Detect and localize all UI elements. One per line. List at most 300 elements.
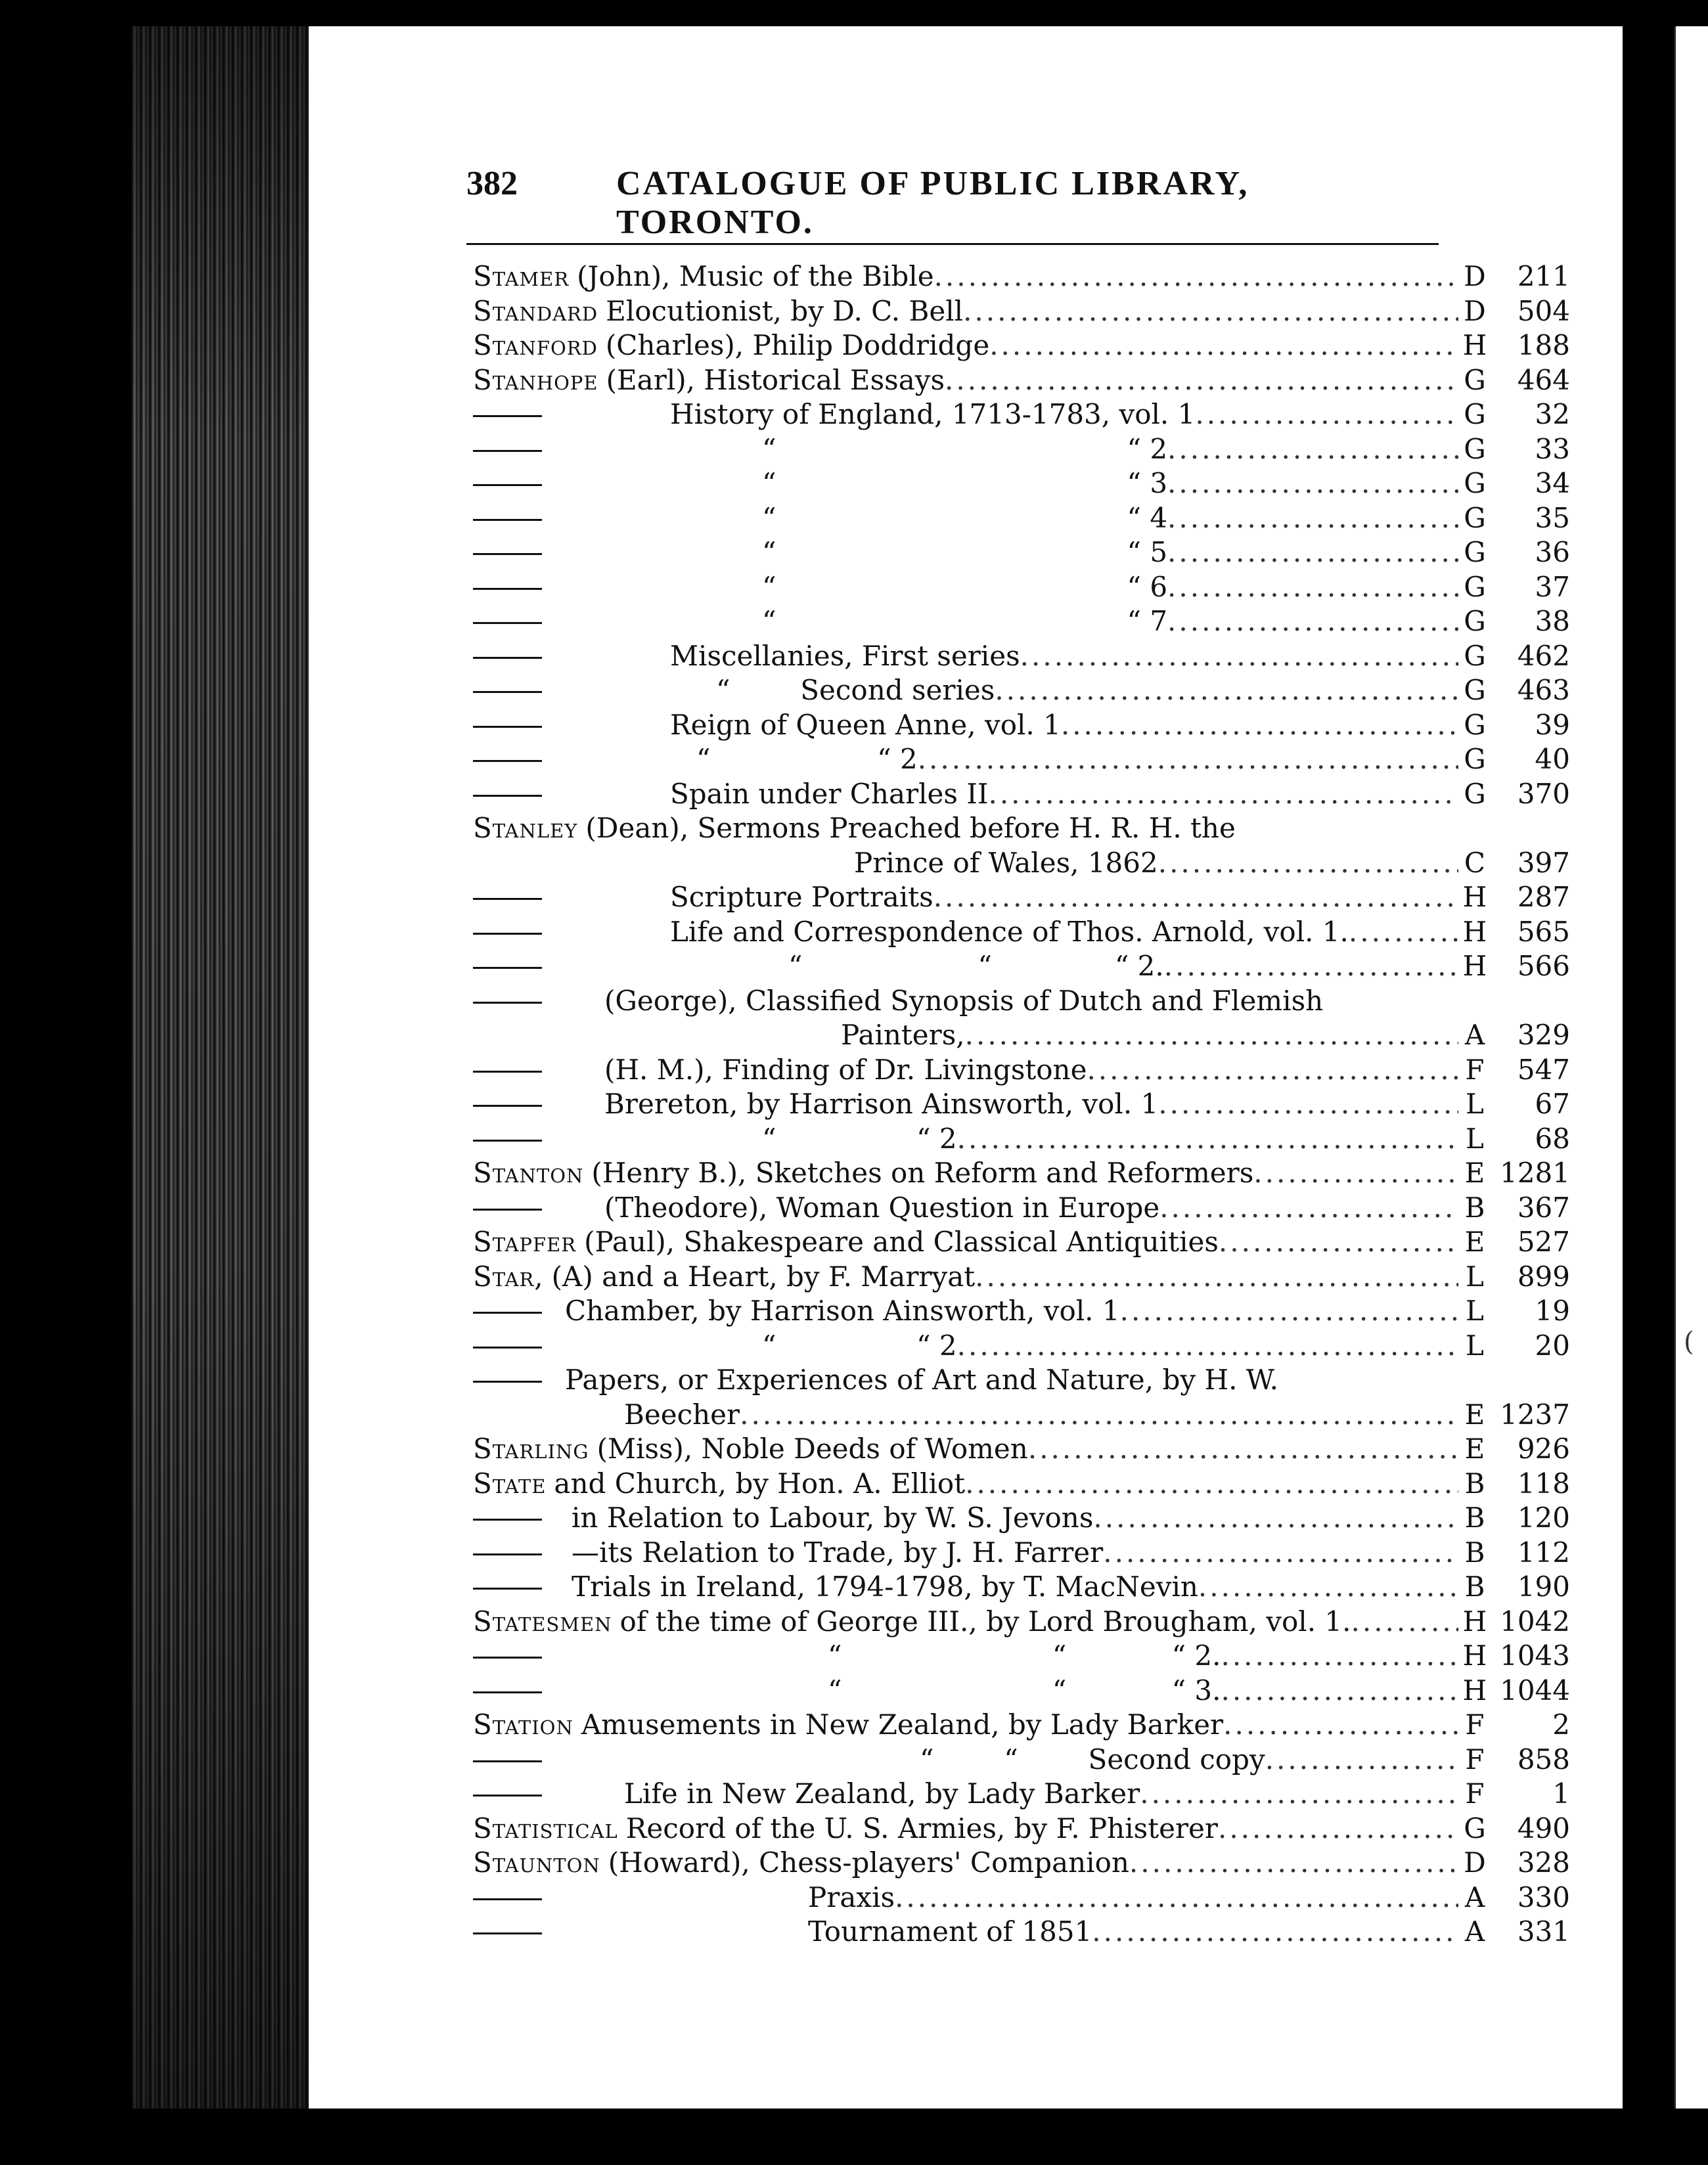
ditto-dash — [473, 1312, 542, 1314]
entry-body — [473, 1122, 1458, 1156]
entry-title: —its Relation to Trade, by J. H. Farrer — [572, 1536, 1104, 1569]
catalogue-entry — [473, 1156, 1570, 1191]
entry-title: (Howard), Chess-players' Companion — [608, 1846, 1129, 1879]
entry-shelf-number: 367 — [1517, 1191, 1570, 1224]
ditto-dash — [473, 1691, 542, 1693]
dot-leader — [1167, 501, 1458, 535]
catalogue-entry — [473, 1467, 1570, 1502]
dot-leader — [957, 1329, 1458, 1363]
entry-title: “ “ 2 — [762, 432, 1168, 465]
entry-class-letter: L — [1466, 1295, 1484, 1327]
ditto-dash — [473, 1002, 542, 1004]
dot-leader — [1349, 915, 1458, 949]
dot-leader — [1167, 466, 1458, 501]
entry-class-letter: L — [1466, 1329, 1484, 1362]
catalogue-entry — [473, 1915, 1570, 1950]
catalogue-entry — [473, 1605, 1570, 1640]
ditto-dash — [473, 1347, 542, 1349]
entry-title: Record of the U. S. Armies, by F. Phisterer — [625, 1812, 1218, 1844]
entry-body — [473, 1674, 1458, 1708]
entry-heading: Stanford — [473, 329, 598, 361]
entry-class-letter: H — [1462, 1640, 1487, 1672]
entry-title: (George), Classified Synopsis of Dutch and Flemish — [604, 984, 1324, 1017]
entry-class-letter: L — [1466, 1122, 1484, 1155]
dot-leader — [1093, 1501, 1458, 1535]
dot-leader — [957, 1122, 1458, 1156]
entry-body — [473, 1225, 1458, 1259]
entry-class-letter: E — [1464, 1433, 1485, 1465]
entry-body — [473, 1743, 1458, 1777]
ditto-dash — [473, 450, 542, 452]
entry-shelf-number: 370 — [1517, 777, 1570, 810]
entry-body — [473, 1294, 1458, 1328]
entry-shelf-number: 397 — [1517, 846, 1570, 879]
ditto-dash — [473, 588, 542, 590]
dot-leader — [995, 673, 1458, 707]
entry-title: Trials in Ireland, 1794-1798, by T. MacNevin — [572, 1571, 1198, 1603]
entry-title: Miscellanies, First series — [670, 639, 1020, 672]
ditto-dash — [473, 1932, 542, 1934]
entry-heading: Starling — [473, 1433, 589, 1465]
catalogue-entry — [473, 1260, 1570, 1295]
entry-title: “ “ 2 — [762, 1122, 957, 1155]
dot-leader — [1167, 535, 1458, 569]
entry-body — [473, 1605, 1458, 1639]
ditto-dash — [473, 1657, 542, 1659]
entry-body — [473, 604, 1458, 638]
ditto-dash — [473, 726, 542, 728]
book-page-edges — [131, 26, 309, 2109]
entry-body — [473, 363, 1458, 397]
catalogue-entry — [473, 1398, 1570, 1433]
catalogue-entry — [473, 604, 1570, 639]
entry-heading: Standard — [473, 294, 598, 327]
dot-leader — [1164, 949, 1458, 983]
catalogue-entry — [473, 1639, 1570, 1674]
entry-body — [473, 949, 1458, 983]
catalogue-entry — [473, 397, 1570, 432]
ditto-dash — [473, 1209, 542, 1211]
entry-body — [473, 1777, 1458, 1811]
entry-shelf-number: 40 — [1535, 743, 1570, 775]
entry-body — [473, 1432, 1458, 1466]
entry-class-letter: G — [1464, 570, 1486, 603]
entry-title: Amusements in New Zealand, by Lady Barker — [581, 1708, 1224, 1741]
catalogue-entry — [473, 1363, 1570, 1398]
entry-shelf-number: 899 — [1517, 1260, 1570, 1293]
entry-heading: Stanley — [473, 812, 578, 844]
entry-shelf-number: 547 — [1517, 1053, 1570, 1086]
entry-shelf-number: 566 — [1517, 950, 1570, 982]
ditto-dash — [473, 795, 542, 797]
ditto-dash — [473, 967, 542, 969]
catalogue-entry — [473, 1881, 1570, 1915]
entry-heading: Station — [473, 1708, 573, 1741]
entry-title: Tournament of 1851 — [808, 1915, 1092, 1948]
entry-class-letter: G — [1464, 363, 1486, 396]
ditto-dash — [473, 691, 542, 693]
entry-body — [473, 846, 1458, 880]
entry-class-letter: A — [1464, 1019, 1485, 1051]
entry-shelf-number: 190 — [1517, 1571, 1570, 1603]
entry-heading: Star, — [473, 1260, 544, 1293]
entry-body — [473, 1363, 1458, 1397]
entry-title: “ “ “ 2. — [828, 1640, 1221, 1672]
entry-body — [473, 984, 1458, 1018]
entry-heading: Statesmen — [473, 1605, 612, 1638]
entry-body — [473, 673, 1458, 707]
catalogue-entry — [473, 1570, 1570, 1605]
entry-body — [473, 1018, 1458, 1052]
catalogue-entry — [473, 363, 1570, 398]
entry-heading: State — [473, 1467, 547, 1500]
catalogue-entry — [473, 259, 1570, 294]
entry-shelf-number: 36 — [1535, 536, 1570, 568]
entry-title: Brereton, by Harrison Ainsworth, vol. 1 — [604, 1088, 1159, 1120]
next-page-edge — [1674, 26, 1708, 2109]
entry-shelf-number: 1237 — [1500, 1398, 1570, 1431]
dot-leader — [1103, 1536, 1458, 1570]
entry-body — [473, 1536, 1458, 1570]
entry-class-letter: G — [1464, 777, 1486, 810]
entry-shelf-number: 37 — [1535, 570, 1570, 603]
entry-class-letter: E — [1464, 1226, 1485, 1258]
catalogue-entry — [473, 915, 1570, 950]
dot-leader — [1087, 1053, 1458, 1087]
entry-shelf-number: 68 — [1535, 1122, 1570, 1155]
catalogue-entry — [473, 1777, 1570, 1812]
dot-leader — [965, 1467, 1458, 1501]
entry-class-letter: A — [1464, 1915, 1485, 1948]
entry-shelf-number: 858 — [1517, 1743, 1570, 1775]
ditto-dash — [473, 657, 542, 659]
ditto-dash — [473, 1071, 542, 1073]
dot-leader — [1221, 1639, 1458, 1673]
catalogue-entry — [473, 846, 1570, 881]
entry-body — [473, 535, 1458, 569]
entry-shelf-number: 464 — [1517, 363, 1570, 396]
entry-class-letter: G — [1464, 605, 1486, 637]
entry-title: (John), Music of the Bible — [577, 260, 934, 292]
ditto-dash — [473, 484, 542, 486]
entry-body — [473, 1053, 1458, 1087]
catalogue-entry — [473, 1536, 1570, 1571]
entry-title: Chamber, by Harrison Ainsworth, vol. 1 — [565, 1295, 1120, 1327]
entry-title: Reign of Queen Anne, vol. 1 — [670, 708, 1061, 741]
entry-body — [473, 811, 1458, 845]
entry-body — [473, 1501, 1458, 1535]
entry-body — [473, 1087, 1458, 1121]
entry-class-letter: B — [1464, 1536, 1485, 1569]
entry-shelf-number: 34 — [1535, 467, 1570, 499]
entry-title: Life and Correspondence of Thos. Arnold, vol. 1. — [670, 915, 1349, 948]
catalogue-entry — [473, 294, 1570, 329]
ditto-dash — [473, 1140, 542, 1142]
entry-body — [473, 1812, 1458, 1846]
entry-shelf-number: 331 — [1517, 1915, 1570, 1948]
entry-class-letter: D — [1464, 260, 1486, 292]
ditto-dash — [473, 1760, 542, 1762]
entry-shelf-number: 330 — [1517, 1881, 1570, 1913]
entry-class-letter: G — [1464, 639, 1486, 672]
entry-shelf-number: 33 — [1535, 432, 1570, 465]
dot-leader — [1219, 1225, 1458, 1259]
catalogue-entry — [473, 1191, 1570, 1226]
entry-shelf-number: 112 — [1517, 1536, 1570, 1569]
entry-title: and Church, by Hon. A. Elliot — [554, 1467, 966, 1500]
catalogue-entry — [473, 1708, 1570, 1743]
ditto-dash — [473, 1105, 542, 1107]
entry-heading: Stapfer — [473, 1226, 577, 1258]
ditto-dash — [473, 1795, 542, 1797]
entry-class-letter: D — [1464, 294, 1486, 327]
catalogue-entry — [473, 1432, 1570, 1467]
entry-class-letter: E — [1464, 1398, 1485, 1431]
entry-class-letter: G — [1464, 501, 1486, 534]
entry-body — [473, 1570, 1458, 1604]
entry-shelf-number: 20 — [1535, 1329, 1570, 1362]
entry-title: in Relation to Labour, by W. S. Jevons — [572, 1502, 1094, 1534]
entry-title: Elocutionist, by D. C. Bell — [606, 294, 964, 327]
entry-heading: Statistical — [473, 1812, 618, 1844]
entry-class-letter: C — [1464, 846, 1486, 879]
entry-shelf-number: 926 — [1517, 1433, 1570, 1465]
dot-leader — [1198, 1570, 1458, 1604]
entry-body — [473, 1881, 1458, 1915]
catalogue-entry — [473, 1846, 1570, 1881]
dot-leader — [1129, 1846, 1458, 1880]
entry-title: “ “ 3 — [762, 467, 1168, 499]
entry-title: Papers, or Experiences of Art and Nature, by H. W. — [565, 1364, 1278, 1396]
ditto-dash — [473, 898, 542, 900]
entry-body — [473, 397, 1458, 432]
entry-body — [473, 1398, 1458, 1432]
dot-leader — [1351, 1605, 1459, 1639]
ditto-dash — [473, 1553, 542, 1555]
entry-title: Prince of Wales, 1862 — [854, 846, 1158, 879]
dot-leader — [963, 294, 1458, 328]
header-rule — [466, 243, 1439, 245]
dot-leader — [1167, 570, 1458, 604]
catalogue-entry — [473, 673, 1570, 708]
entry-class-letter: G — [1464, 743, 1486, 775]
dot-leader — [933, 880, 1458, 914]
entry-body — [473, 915, 1458, 949]
entry-class-letter: G — [1464, 674, 1486, 706]
entry-body — [473, 1467, 1458, 1501]
entry-title: (Miss), Noble Deeds of Women — [596, 1433, 1028, 1465]
entry-shelf-number: 1042 — [1500, 1605, 1570, 1638]
entry-title: “ “ 5 — [762, 536, 1168, 568]
entry-shelf-number: 329 — [1517, 1019, 1570, 1051]
entry-shelf-number: 211 — [1517, 260, 1570, 292]
entry-class-letter: F — [1465, 1777, 1485, 1810]
entry-title: History of England, 1713-1783, vol. 1 — [670, 398, 1196, 430]
entry-class-letter: H — [1462, 915, 1487, 948]
entry-shelf-number: 39 — [1535, 708, 1570, 741]
dot-leader — [1218, 1812, 1458, 1846]
entry-body — [473, 1846, 1458, 1880]
entry-class-letter: H — [1462, 881, 1487, 913]
entry-class-letter: L — [1466, 1088, 1484, 1120]
ditto-dash — [473, 1519, 542, 1521]
entry-class-letter: H — [1462, 1674, 1487, 1707]
entry-title: “ “ “ 3. — [828, 1674, 1221, 1707]
entry-class-letter: B — [1464, 1191, 1485, 1224]
ditto-dash — [473, 1588, 542, 1590]
entry-shelf-number: 287 — [1517, 881, 1570, 913]
catalogue-page — [309, 26, 1623, 2109]
entry-body — [473, 880, 1458, 914]
entry-shelf-number: 462 — [1517, 639, 1570, 672]
dot-leader — [918, 742, 1458, 776]
catalogue-entry — [473, 1674, 1570, 1708]
ditto-dash — [473, 1898, 542, 1900]
entry-title: “ “ “ 2. — [788, 950, 1164, 982]
catalogue-entry — [473, 949, 1570, 984]
entry-title: “ “ 2 — [762, 1329, 957, 1362]
dot-leader — [965, 1018, 1458, 1052]
entry-class-letter: G — [1464, 536, 1486, 568]
dot-leader — [1158, 1087, 1458, 1121]
entry-heading: Staunton — [473, 1846, 600, 1879]
entry-title: “ “ 7 — [762, 605, 1168, 637]
entry-shelf-number: 328 — [1517, 1846, 1570, 1879]
dot-leader — [1167, 604, 1458, 638]
entry-class-letter: H — [1462, 950, 1487, 982]
entry-shelf-number: 504 — [1517, 294, 1570, 327]
entry-heading: Stanhope — [473, 363, 598, 396]
dot-leader — [1159, 1191, 1458, 1225]
dot-leader — [988, 777, 1458, 811]
catalogue-entry — [473, 1501, 1570, 1536]
catalogue-entry — [473, 777, 1570, 812]
entry-body — [473, 777, 1458, 811]
dot-leader — [934, 259, 1458, 294]
catalogue-entries — [473, 259, 1570, 1950]
entry-class-letter: G — [1464, 398, 1486, 430]
entry-shelf-number: 38 — [1535, 605, 1570, 637]
entry-body — [473, 294, 1458, 328]
entry-class-letter: G — [1464, 432, 1486, 465]
entry-body — [473, 328, 1458, 363]
entry-class-letter: F — [1465, 1053, 1485, 1086]
catalogue-entry — [473, 501, 1570, 536]
dot-leader — [1253, 1156, 1458, 1190]
entry-shelf-number: 188 — [1517, 329, 1570, 361]
entry-shelf-number: 565 — [1517, 915, 1570, 948]
entry-body — [473, 742, 1458, 776]
entry-body — [473, 1260, 1458, 1294]
catalogue-entry — [473, 570, 1570, 605]
dot-leader — [1195, 397, 1458, 432]
entry-shelf-number: 67 — [1535, 1088, 1570, 1120]
catalogue-entry — [473, 1053, 1570, 1088]
catalogue-entry — [473, 535, 1570, 570]
catalogue-entry — [473, 432, 1570, 467]
dot-leader — [1092, 1915, 1458, 1949]
ditto-dash — [473, 519, 542, 521]
entry-class-letter: H — [1462, 1605, 1487, 1638]
entry-shelf-number: 35 — [1535, 501, 1570, 534]
entry-shelf-number: 463 — [1517, 674, 1570, 706]
entry-title: Scripture Portraits — [670, 881, 933, 913]
ditto-dash — [473, 553, 542, 555]
entry-class-letter: G — [1464, 1812, 1486, 1844]
dot-leader — [1020, 639, 1458, 673]
catalogue-entry — [473, 1225, 1570, 1260]
entry-class-letter: B — [1464, 1502, 1485, 1534]
catalogue-entry — [473, 1812, 1570, 1846]
entry-title: (Theodore), Woman Question in Europe — [604, 1191, 1160, 1224]
entry-title: “ Second series — [716, 674, 995, 706]
entry-body — [473, 570, 1458, 604]
entry-class-letter: H — [1462, 329, 1487, 361]
entry-body — [473, 708, 1458, 742]
entry-body — [473, 1639, 1458, 1673]
entry-body — [473, 501, 1458, 535]
entry-body — [473, 639, 1458, 673]
page-number: 382 — [466, 165, 518, 202]
entry-body — [473, 259, 1458, 294]
ditto-dash — [473, 415, 542, 417]
entry-shelf-number: 2 — [1552, 1708, 1570, 1741]
dot-leader — [1061, 708, 1458, 742]
entry-shelf-number: 118 — [1517, 1467, 1570, 1500]
catalogue-entry — [473, 1294, 1570, 1329]
entry-heading: Stamer — [473, 260, 570, 292]
entry-body — [473, 1708, 1458, 1742]
entry-class-letter: A — [1464, 1881, 1485, 1913]
dot-leader — [1265, 1743, 1458, 1777]
entry-title: of the time of George III., by Lord Brougham, vol. 1. — [619, 1605, 1351, 1638]
entry-shelf-number: 527 — [1517, 1226, 1570, 1258]
catalogue-entry — [473, 880, 1570, 915]
catalogue-entry — [473, 1329, 1570, 1364]
entry-class-letter: F — [1465, 1708, 1485, 1741]
catalogue-entry — [473, 984, 1570, 1019]
entry-title: Beecher — [624, 1398, 740, 1431]
entry-class-letter: E — [1464, 1157, 1485, 1189]
entry-title: “ “ Second copy — [920, 1743, 1265, 1775]
entry-class-letter: B — [1464, 1467, 1485, 1500]
dot-leader — [1221, 1674, 1458, 1708]
catalogue-entry — [473, 1018, 1570, 1053]
entry-body — [473, 1156, 1458, 1190]
entry-title: “ “ 4 — [762, 501, 1168, 534]
dot-leader — [1223, 1708, 1458, 1742]
entry-shelf-number: 1043 — [1500, 1640, 1570, 1672]
entry-title: (H. M.), Finding of Dr. Livingstone — [604, 1053, 1087, 1086]
entry-body — [473, 1915, 1458, 1949]
entry-heading: Stanton — [473, 1157, 584, 1189]
dot-leader — [740, 1398, 1458, 1432]
entry-body — [473, 1191, 1458, 1225]
dot-leader — [1158, 846, 1458, 880]
catalogue-entry — [473, 708, 1570, 743]
dot-leader — [1167, 432, 1458, 466]
dot-leader — [1120, 1294, 1458, 1328]
dot-leader — [975, 1260, 1458, 1294]
entry-body — [473, 432, 1458, 466]
catalogue-entry — [473, 1087, 1570, 1122]
entry-class-letter: G — [1464, 467, 1486, 499]
entry-class-letter: B — [1464, 1571, 1485, 1603]
catalogue-entry — [473, 466, 1570, 501]
entry-class-letter: G — [1464, 708, 1486, 741]
entry-title: (A) and a Heart, by F. Marryat — [551, 1260, 976, 1293]
entry-shelf-number: 19 — [1535, 1295, 1570, 1327]
